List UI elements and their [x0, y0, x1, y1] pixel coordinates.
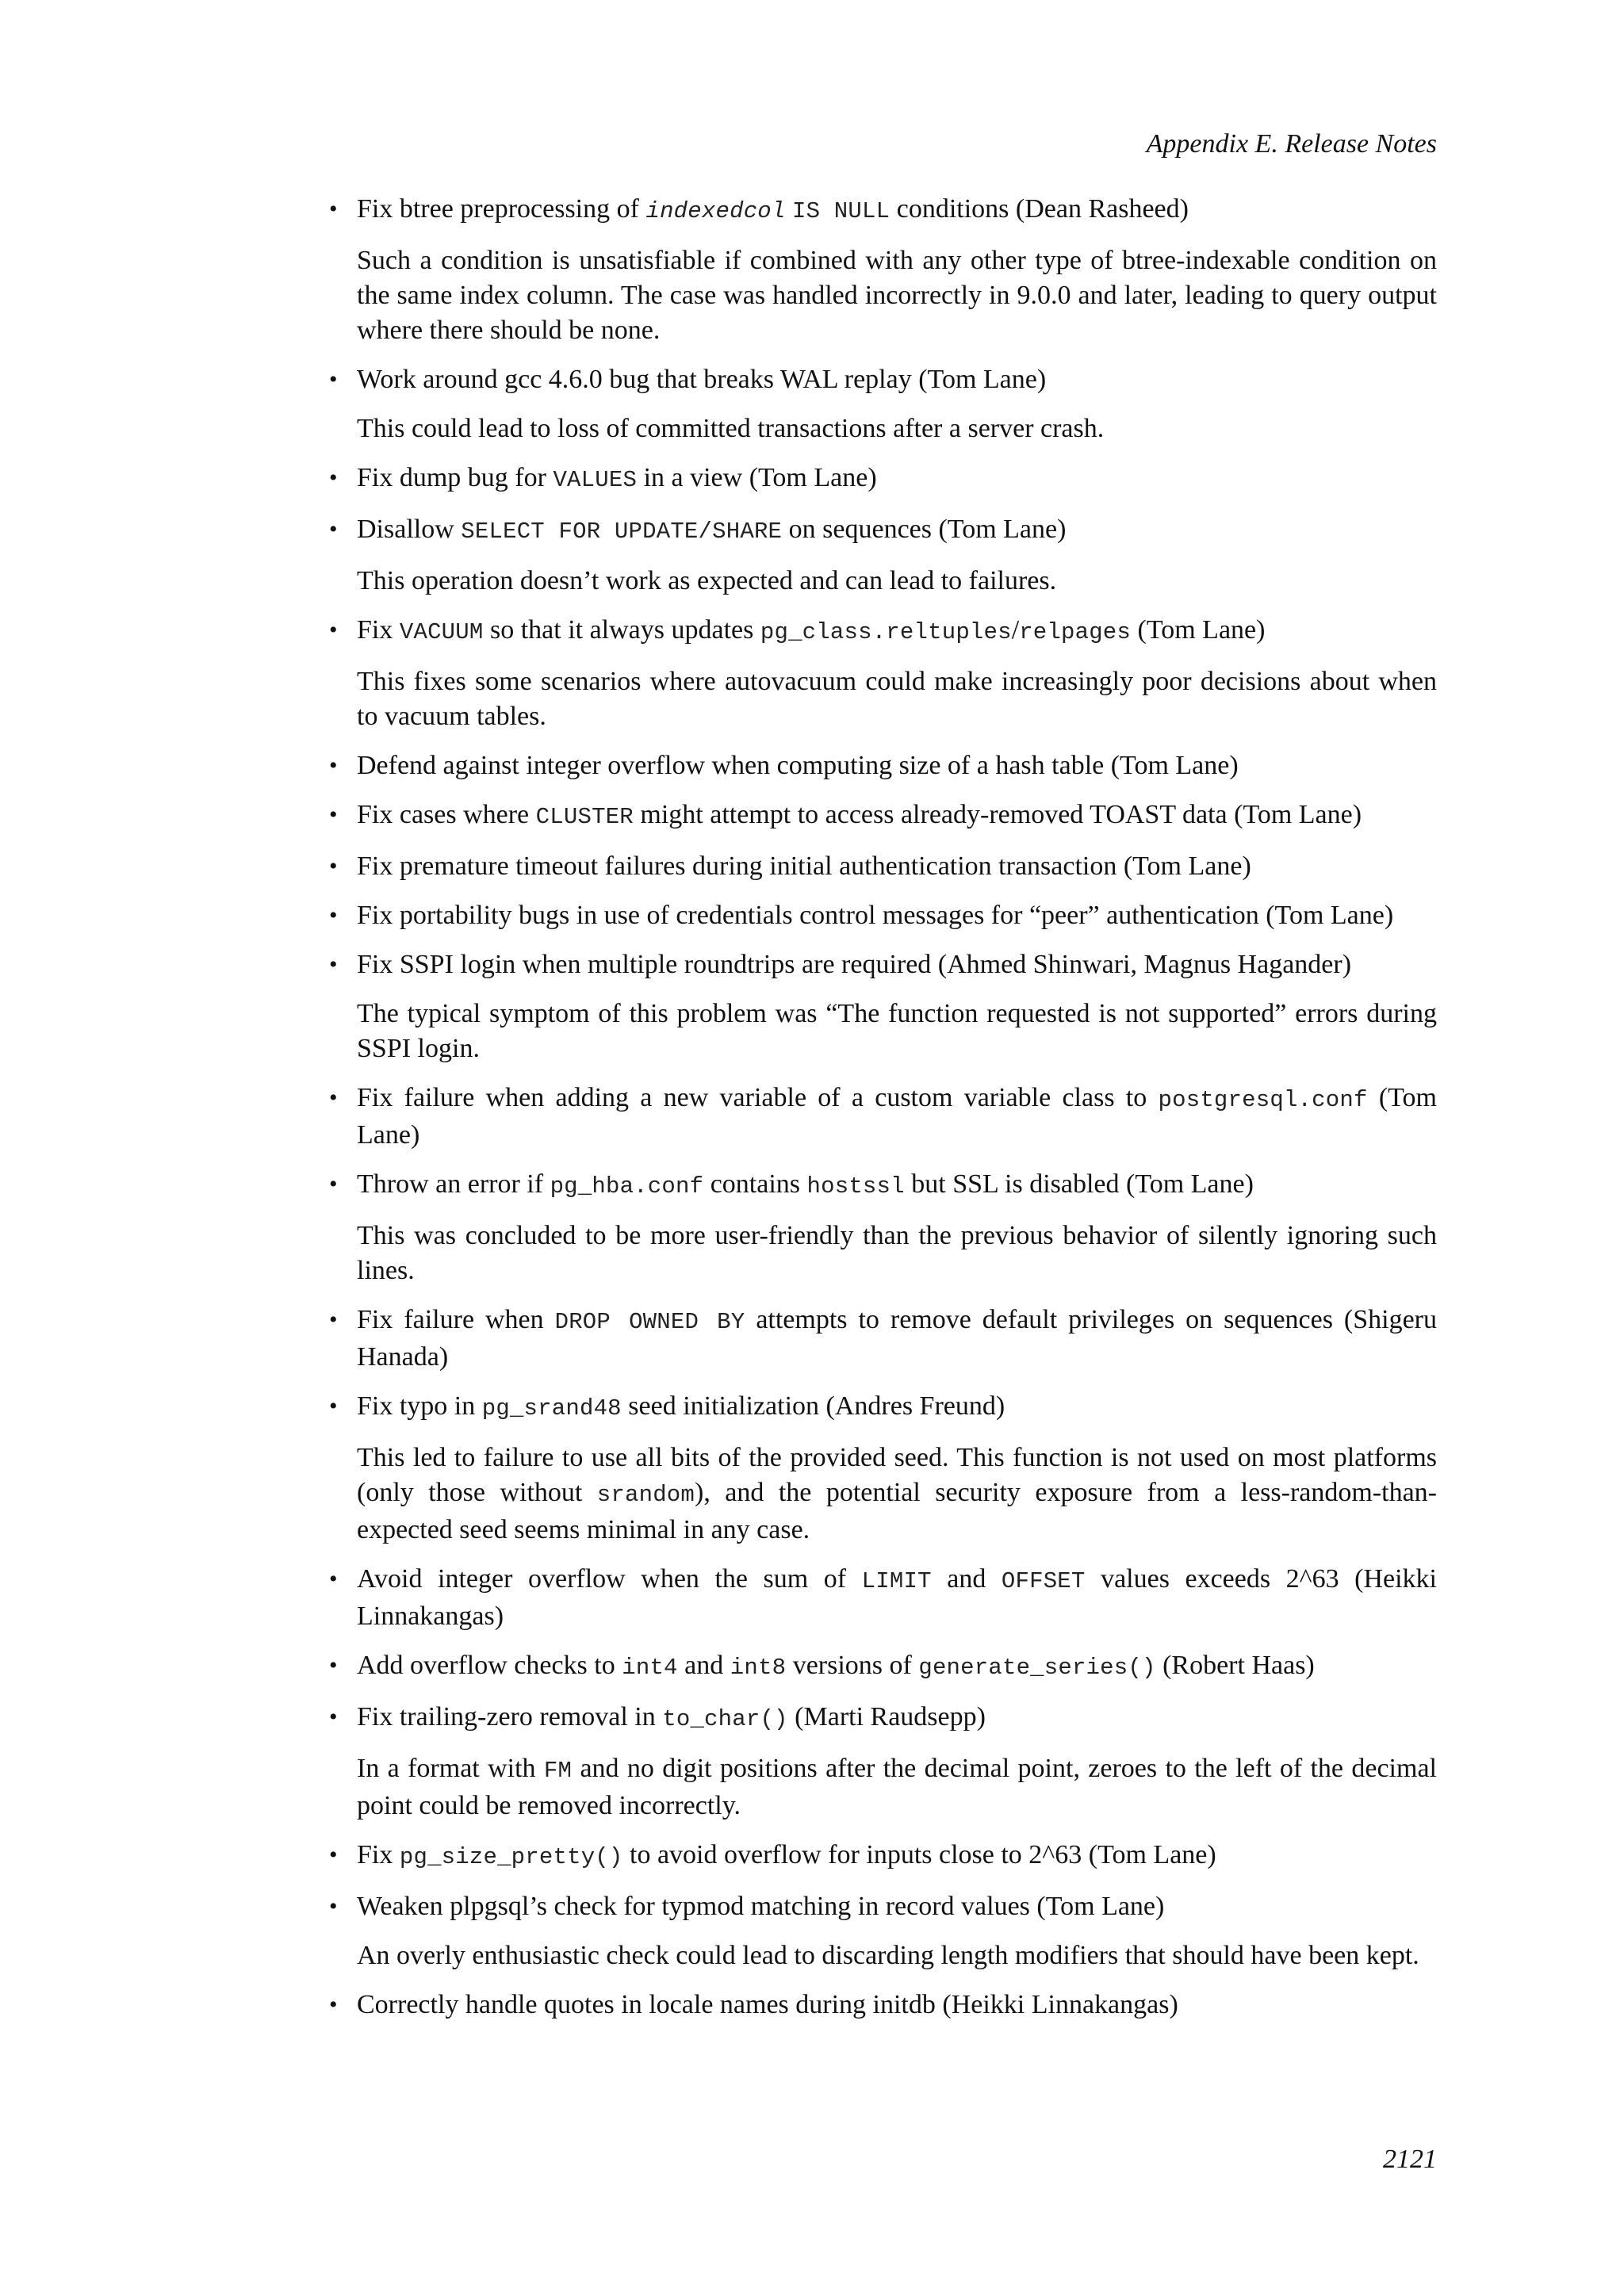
page-number: 2121: [1383, 2145, 1437, 2174]
item-title: Fix typo in pg_srand48 seed initialization (Andres Freund): [357, 1391, 1005, 1422]
code-term: int8: [730, 1655, 787, 1681]
item-title: Fix btree preprocessing of indexedcol IS NULL conditions (Dean Rasheed): [357, 194, 1189, 224]
code-term: CLUSTER: [535, 804, 634, 830]
code-term: DROP OWNED BY: [554, 1309, 745, 1335]
release-note-item-custom-variable: [324, 1081, 1437, 1153]
item-note: The typical symptom of this problem was “The function requested is not supported” errors during SSPI login.: [357, 999, 1437, 1063]
code-term: VACUUM: [399, 619, 484, 645]
item-title: Correctly handle quotes in locale names during initdb (Heikki Linnakangas): [357, 1990, 1178, 2019]
item-note: This was concluded to be more user-friendly than the previous behavior of silently ignoring such lines.: [357, 1221, 1437, 1285]
item-title: Weaken plpgsql’s check for typmod matching in record values (Tom Lane): [357, 1892, 1165, 1921]
bullet-icon: •: [329, 802, 338, 828]
item-title: Throw an error if pg_hba.conf contains hostssl but SSL is disabled (Tom Lane): [357, 1169, 1254, 1200]
code-term: to_char(): [662, 1706, 788, 1732]
item-title: Avoid integer overflow when the sum of LIMIT and OFFSET values exceeds 2^63 (Heikki Linnakangas): [357, 1564, 1437, 1631]
item-note: This fixes some scenarios where autovacuum could make increasingly poor decisions about when to vacuum tables.: [357, 667, 1437, 731]
bullet-icon: •: [329, 1704, 338, 1730]
code-term: OFFSET: [1001, 1568, 1086, 1594]
item-title: Fix trailing-zero removal in to_char() (Marti Raudsepp): [357, 1702, 986, 1732]
item-title: Fix failure when DROP OWNED BY attempts to remove default privileges on sequences (Shigeru Hanada): [357, 1305, 1438, 1372]
bullet-icon: •: [329, 196, 338, 222]
bullet-icon: •: [329, 1085, 338, 1111]
bullet-icon: •: [329, 465, 338, 491]
release-note-item-select-for-update: [324, 512, 1437, 599]
code-term: relpages: [1019, 619, 1132, 645]
bullet-icon: •: [329, 1307, 338, 1333]
release-note-item-limit-offset: [324, 1562, 1437, 1634]
code-term: VALUES: [553, 467, 638, 493]
bullet-icon: •: [329, 853, 338, 879]
item-title: Disallow SELECT FOR UPDATE/SHARE on sequences (Tom Lane): [357, 515, 1067, 545]
item-note: Such a condition is unsatisfiable if combined with any other type of btree-indexable condition on the same index column. The case was handled incorrectly in 9.0.0 and later, leading to query output where there should be none.: [357, 246, 1437, 345]
bullet-icon: •: [329, 1652, 338, 1678]
item-note: An overly enthusiastic check could lead to discarding length modifiers that should have been kept.: [357, 1941, 1419, 1970]
release-notes-list: [324, 192, 1437, 2022]
item-note: In a format with FM and no digit positions after the decimal point, zeroes to the left of the decimal point could be removed incorrectly.: [357, 1754, 1437, 1820]
release-note-item-size-pretty: [324, 1838, 1437, 1875]
item-title: Defend against integer overflow when computing size of a hash table (Tom Lane): [357, 751, 1239, 780]
item-title: Fix VACUUM so that it always updates pg_class.reltuples/relpages (Tom Lane): [357, 615, 1266, 645]
bullet-icon: •: [329, 1893, 338, 1919]
release-note-item-auth-timeout: [324, 849, 1437, 884]
item-title: Add overflow checks to int4 and int8 versions of generate_series() (Robert Haas): [357, 1651, 1315, 1681]
bullet-icon: •: [329, 1842, 338, 1868]
item-note: This operation doesn’t work as expected and can lead to failures.: [357, 566, 1057, 595]
item-title: Fix premature timeout failures during initial authentication transaction (Tom Lane): [357, 851, 1251, 881]
code-term: SELECT FOR UPDATE/SHARE: [461, 519, 783, 545]
item-note: This led to failure to use all bits of the provided seed. This function is not used on most platforms (only those without srandom), and the potential security exposure from a less-random-than-expected seed seems minimal in any case.: [357, 1443, 1437, 1544]
item-title: Fix failure when adding a new variable of a custom variable class to postgresql.conf (Tom Lane): [357, 1083, 1437, 1150]
code-term: pg_class.reltuples: [760, 619, 1012, 645]
code-term: pg_size_pretty(): [399, 1844, 623, 1870]
code-term: LIMIT: [861, 1568, 932, 1594]
item-title: Fix portability bugs in use of credentials control messages for “peer” authentication (Tom Lane): [357, 901, 1394, 930]
bullet-icon: •: [329, 752, 338, 779]
release-note-item-values-view: [324, 461, 1437, 498]
release-note-item-to-char: [324, 1700, 1437, 1823]
bullet-icon: •: [329, 1992, 338, 2018]
bullet-icon: •: [329, 366, 338, 392]
item-title: Work around gcc 4.6.0 bug that breaks WAL replay (Tom Lane): [357, 365, 1047, 394]
item-title: Fix SSPI login when multiple roundtrips are required (Ahmed Shinwari, Magnus Hagander): [357, 950, 1352, 979]
code-term: indexedcol: [645, 198, 786, 224]
running-header: Appendix E. Release Notes: [1146, 129, 1437, 159]
release-note-item-drop-owned: [324, 1303, 1437, 1375]
bullet-icon: •: [329, 617, 338, 643]
release-note-item-hash-overflow: [324, 748, 1437, 783]
code-term: FM: [543, 1758, 573, 1784]
item-title: Fix dump bug for VALUES in a view (Tom Lane): [357, 463, 877, 493]
code-term: generate_series(): [918, 1655, 1156, 1681]
bullet-icon: •: [329, 951, 338, 978]
item-title: Fix pg_size_pretty() to avoid overflow for inputs close to 2^63 (Tom Lane): [357, 1840, 1216, 1870]
release-note-item-vacuum: [324, 613, 1437, 734]
release-note-item-hostssl: [324, 1167, 1437, 1288]
code-term: int4: [622, 1655, 678, 1681]
release-notes-content: [324, 192, 1437, 2037]
bullet-icon: •: [329, 1566, 338, 1592]
code-term: postgresql.conf: [1158, 1087, 1368, 1113]
bullet-icon: •: [329, 902, 338, 928]
release-note-item-generate-series: [324, 1648, 1437, 1686]
code-term: pg_srand48: [481, 1395, 622, 1422]
bullet-icon: •: [329, 1393, 338, 1419]
item-title: Fix cases where CLUSTER might attempt to access already-removed TOAST data (Tom Lane): [357, 800, 1362, 830]
release-note-item-sspi-login: [324, 947, 1437, 1066]
bullet-icon: •: [329, 516, 338, 542]
release-note-item-gcc-wal: [324, 362, 1437, 446]
release-note-item-btree-null: [324, 192, 1437, 348]
code-term: hostssl: [806, 1173, 905, 1200]
code-term: pg_hba.conf: [550, 1173, 704, 1200]
release-note-item-peer-auth: [324, 898, 1437, 933]
release-note-item-cluster-toast: [324, 798, 1437, 835]
code-term: IS NULL: [792, 198, 891, 224]
item-note: This could lead to loss of committed transactions after a server crash.: [357, 414, 1105, 443]
bullet-icon: •: [329, 1171, 338, 1197]
code-term: srandom: [596, 1482, 695, 1508]
release-note-item-srand48: [324, 1389, 1437, 1548]
release-note-item-plpgsql-typmod: [324, 1889, 1437, 1973]
release-note-item-initdb-locale: [324, 1988, 1437, 2022]
